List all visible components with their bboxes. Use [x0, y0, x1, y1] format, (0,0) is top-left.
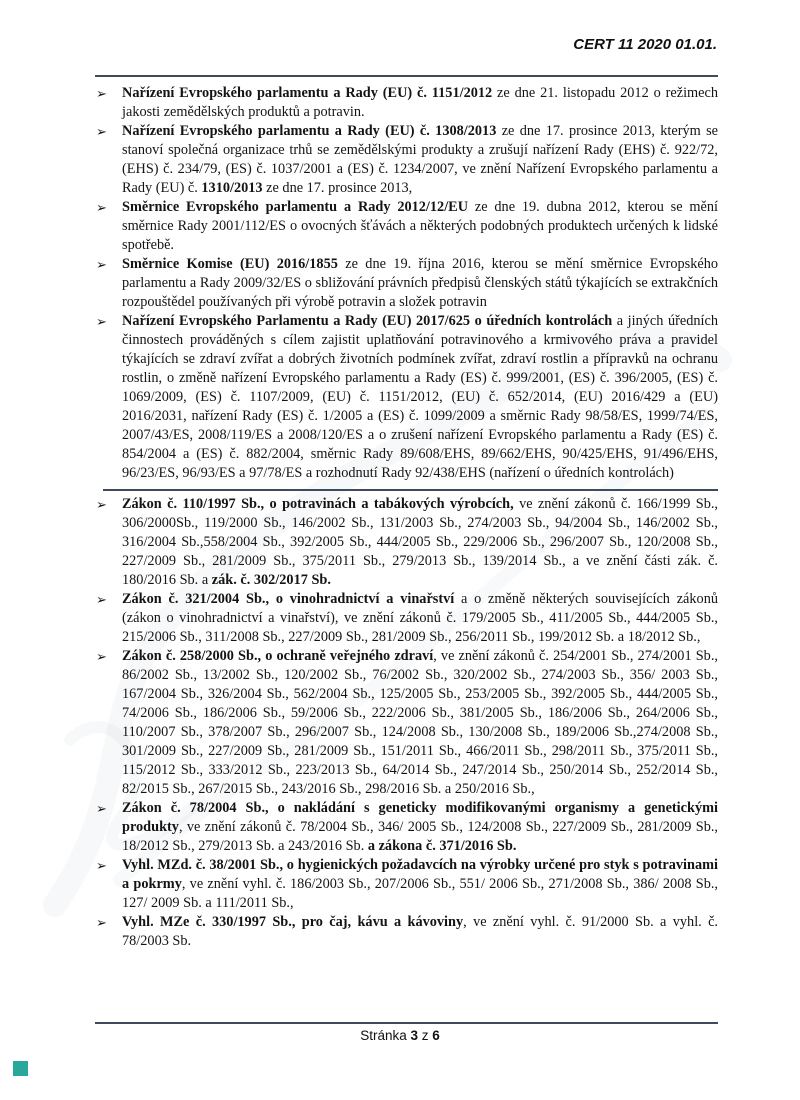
- list-item: [95, 255, 718, 312]
- list-item-text: Nařízení Evropského Parlamentu a Rady (EU) 2017/625 o úředních kontrolách a jiných úředních činnostech prováděných s cílem zajistit uplatňování potravinového a krmivového práva a pravidel týkajících se zdraví zvířat a dobrých životních podmínek zvířat, zdraví rostlin a přípravků na ochranu rostlin, o změně nařízení Evropského parlamentu a Rady (ES) č. 999/2001, (ES) č. 396/2005, (ES) č. 1069/2009, (ES) č. 1107/2009, (EU) č. 1151/2012, (EU) č. 652/2014, (EU) 2016/429 a (EU) 2016/2031, nařízení Rady (ES) č. 1/2005 a (ES) č. 1099/2009 a směrnic Rady 98/58/ES, 1999/74/ES, 2007/43/ES, 2008/119/ES a 2008/120/ES a o zrušení nařízení Evropského parlamentu a Rady (ES) č. 854/2004 a (ES) č. 882/2004, směrnic Rady 89/608/EHS, 89/662/EHS, 90/425/EHS, 91/496/EHS, 96/23/ES, 96/93/ES a 97/78/ES a rozhodnutí Rady 92/438/EHS (nařízení o úředních kontrolách): [122, 313, 718, 481]
- arrow-bullet-icon: ➢: [96, 498, 107, 513]
- list-item-text: Směrnice Evropského parlamentu a Rady 2012/12/EU ze dne 19. dubna 2012, kterou se mění směrnice Rady 2001/112/ES o ovocných šťávách a některých podobných produktech určených k lidské spotřebě.: [122, 199, 718, 253]
- list-item: [95, 198, 718, 255]
- list-item-text: Zákon č. 78/2004 Sb., o nakládání s geneticky modifikovanými organismy a genetickými produkty, ve znění zákonů č. 78/2004 Sb., 346/ 2005 Sb., 124/2008 Sb., 227/2009 Sb., 281/2009 Sb., 18/2012 Sb., 279/2013 Sb. a 243/2016 Sb. a zákona č. 371/2016 Sb.: [122, 800, 718, 854]
- arrow-bullet-icon: ➢: [96, 315, 107, 330]
- list-item-text: Směrnice Komise (EU) 2016/1855 ze dne 19. října 2016, kterou se mění směrnice Evropského parlamentu a Rady 2009/32/ES o sbližování právních předpisů členských států týkajících se extrakčních rozpouštědel používaných při výrobě potravin a složek potravin: [122, 256, 719, 310]
- arrow-bullet-icon: ➢: [96, 593, 107, 608]
- section-eu-legislation: [95, 84, 718, 483]
- section-czech-legislation: [95, 495, 718, 951]
- list-item: [95, 122, 718, 198]
- arrow-bullet-icon: ➢: [96, 258, 107, 273]
- list-item: [95, 590, 718, 647]
- list-item-text: Vyhl. MZd. č. 38/2001 Sb., o hygienických požadavcích na výrobky určené pro styk s potravinami a pokrmy, ve znění vyhl. č. 186/2003 Sb., 207/2006 Sb., 551/ 2006 Sb., 271/2008 Sb., 386/ 2008 Sb., 127/ 2009 Sb. a 111/2011 Sb.,: [122, 857, 718, 911]
- arrow-bullet-icon: ➢: [96, 859, 107, 874]
- page-number-separator: z: [418, 1028, 433, 1043]
- page-number-total: 6: [432, 1028, 440, 1043]
- page-number-prefix: Stránka: [360, 1028, 411, 1043]
- arrow-bullet-icon: ➢: [96, 125, 107, 140]
- arrow-bullet-icon: ➢: [96, 87, 107, 102]
- page-number-current: 3: [410, 1028, 418, 1043]
- list-item: [95, 84, 718, 122]
- page-number: [0, 1028, 800, 1043]
- arrow-bullet-icon: ➢: [96, 201, 107, 216]
- list-item-text: Zákon č. 110/1997 Sb., o potravinách a tabákových výrobcích, ve znění zákonů č. 166/1999 Sb., 306/2000Sb., 119/2000 Sb., 146/2002 Sb., 131/2003 Sb., 274/2003 Sb., 94/2004 Sb., 146/2002 Sb., 316/2004 Sb.,558/2004 Sb., 392/2005 Sb., 444/2005 Sb., 229/2006 Sb., 296/2007 Sb., 120/2008 Sb., 227/2009 Sb., 281/2009 Sb., 375/2011 Sb., 279/2013 Sb., 139/2014 Sb., a ve znění části zák. č. 180/2016 Sb. a zák. č. 302/2017 Sb.: [122, 496, 718, 588]
- arrow-bullet-icon: ➢: [96, 802, 107, 817]
- arrow-bullet-icon: ➢: [96, 650, 107, 665]
- list-item-text: Zákon č. 258/2000 Sb., o ochraně veřejného zdraví, ve znění zákonů č. 254/2001 Sb., 274/2001 Sb., 86/2002 Sb., 13/2002 Sb., 120/2002 Sb., 76/2002 Sb., 320/2002 Sb., 274/2003 Sb., 356/ 2003 Sb., 167/2004 Sb., 326/2004 Sb., 562/2004 Sb., 125/2005 Sb., 253/2005 Sb., 392/2005 Sb., 444/2005 Sb., 74/2006 Sb., 186/2006 Sb., 59/2006 Sb., 222/2006 Sb., 381/2005 Sb., 186/2006 Sb., 264/2006 Sb., 110/2007 Sb., 378/2007 Sb., 296/2007 Sb., 124/2008 Sb., 130/2008 Sb., 189/2006 Sb.,274/2008 Sb., 301/2009 Sb., 227/2009 Sb., 281/2009 Sb., 151/2011 Sb., 466/2011 Sb., 298/2011 Sb., 375/2011 Sb., 115/2012 Sb., 333/2012 Sb., 223/2013 Sb., 64/2014 Sb., 247/2014 Sb., 250/2014 Sb., 252/2014 Sb., 82/2015 Sb., 267/2015 Sb., 243/2016 Sb., 298/2016 Sb. a 250/2016 Sb.,: [122, 648, 718, 797]
- footer-rule: [95, 1022, 718, 1024]
- list-item-text: Vyhl. MZe č. 330/1997 Sb., pro čaj, kávu a kávoviny, ve znění vyhl. č. 91/2000 Sb. a vyhl. č. 78/2003 Sb.: [122, 914, 719, 949]
- list-item: [95, 312, 718, 483]
- list-item-text: Nařízení Evropského parlamentu a Rady (EU) č. 1308/2013 ze dne 17. prosince 2013, kterým se stanoví společná organizace trhů se zemědělskými produkty a zrušují nařízení Rady (EHS) č. 922/72, (EHS) č. 234/79, (ES) č. 1037/2001 a (ES) č. 1234/2007, ve znění Nařízení Evropského parlamentu a Rady (EU) č. 1310/2013 ze dne 17. prosince 2013,: [122, 123, 718, 196]
- list-item-text: Nařízení Evropského parlamentu a Rady (EU) č. 1151/2012 ze dne 21. listopadu 2012 o režimech jakosti zemědělských produktů a potravin.: [122, 85, 718, 120]
- list-item-text: Zákon č. 321/2004 Sb., o vinohradnictví a vinařství a o změně některých souvisejících zákonů (zákon o vinohradnictví a vinařství), ve znění zákonů č. 179/2005 Sb., 411/2005 Sb., 444/2005 Sb., 215/2006 Sb., 311/2008 Sb., 227/2009 Sb., 281/2009 Sb., 256/2011 Sb., 199/2012 Sb. a 18/2012 Sb.,: [122, 591, 718, 645]
- corner-mark: [13, 1061, 28, 1076]
- header-rule: [95, 75, 718, 77]
- list-item: [95, 856, 718, 913]
- section-divider: [103, 489, 718, 491]
- arrow-bullet-icon: ➢: [96, 916, 107, 931]
- list-item: [95, 647, 718, 799]
- list-item: [95, 799, 718, 856]
- document-code: CERT 11 2020 01.01.: [573, 36, 717, 53]
- list-item: [95, 913, 718, 951]
- document-body: [95, 84, 718, 951]
- list-item: [95, 495, 718, 590]
